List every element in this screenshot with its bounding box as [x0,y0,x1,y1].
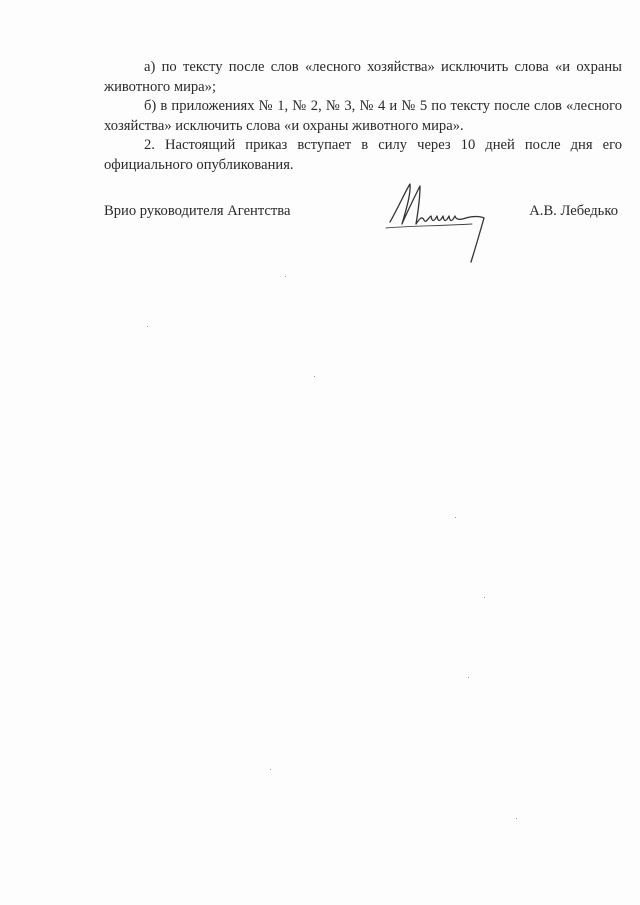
signature-block [104,180,622,270]
paragraph-2: 2. Настоящий приказ вступает в силу через 10 дней после дня его официального опубликования. [104,137,622,173]
signatory-name: А.В. Лебедько [529,203,618,219]
signatory-title: Врио руководителя Агентства [104,203,291,219]
handwritten-signature [376,180,486,270]
paragraph-a: а) по тексту после слов «лесного хозяйства» исключить слова «и охраны животного мира»; [104,59,622,95]
scan-speck [516,818,517,819]
scan-speck [455,517,456,518]
scan-speck [285,276,286,277]
scan-speck [147,326,148,327]
paragraph-b: б) в приложениях № 1, № 2, № 3, № 4 и № 5 по тексту после слов «лесного хозяйства» исключить слова «и охраны животного мира». [104,98,622,134]
order-text [104,58,622,176]
scan-speck [484,597,485,598]
scan-speck [468,677,469,678]
scan-speck [270,769,271,770]
scan-speck [314,376,315,377]
